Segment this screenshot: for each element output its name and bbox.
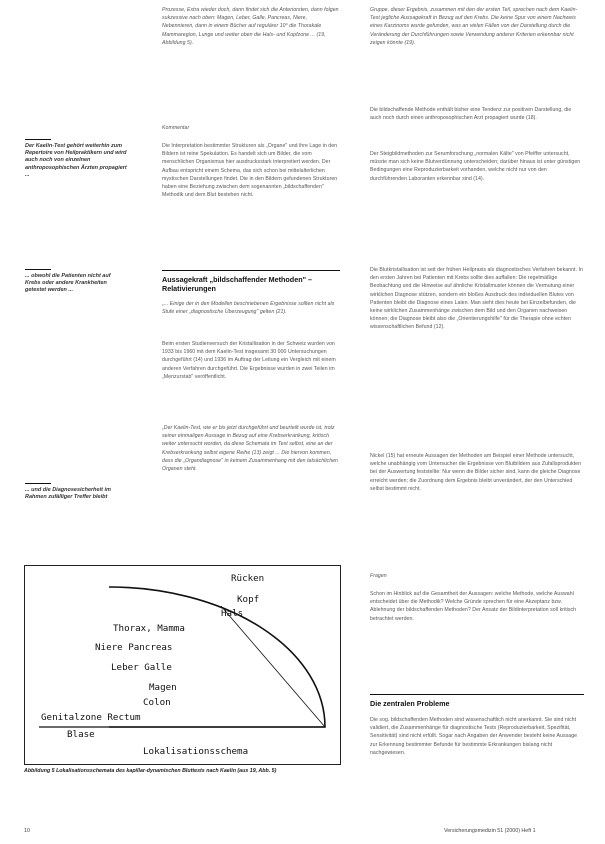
section-rule-right	[370, 694, 584, 695]
right-paragraph-4: Die Blutkristallisation ist seit der frühen Heilpraxis als diagnostisches Verfahren bekannt. In den ersten Jahren bei Patienten mit Krebs sollte dies auffallen: Die regelmäßige Beobachtung und die Hinweise auf ähnliche Kristallmuster können die Vermutung einer wirklichen Diagnose stützen, sondern ein bloßes Ausdruck des individuellen Blutes von Patienten bleibt die Diagnose eines Laien. Man sieht dies heute bei Einzelbefunden, die keine wirklichen Zusammenhänge zwischen dem Bild und den Organen nachweisen können; die Diagnose bleibt also die „Orientierungshilfe" für die Therapie ohne echten wissenschaftlichen Befund (12).	[370, 267, 583, 331]
journal-reference: Versicherungsmedizin 51 (2000) Heft 1	[444, 828, 536, 834]
left-paragraph-2: Die Interpretation bestimmter Strukturen als „Organe" und ihre Lage in den Bildern ist reine Spekulation. Es handelt sich um Bilder, die vom menschlichen Organismus hier ausdrucksstark interpretiert werden. Der Aufbau entspricht einem Schema, das sich schon bei mittelalterlichen mystischen Darstellungen findet. Die in den Bildern gefundenen Strukturen haben eine Beziehung zwischen dem sogenannten „bildschaffenden" Methodik und dem Blut bestehen nicht.	[162, 143, 338, 199]
right-paragraph-2: Die bildschaffende Methode enthält bisher eine Tendenz zur positiven Darstellung, die auch noch durch einen anthroposophischen Arzt propagiert wurde (18).	[370, 107, 572, 122]
schema-diagonal-line	[221, 606, 325, 727]
label-ruecken: Rücken	[231, 573, 265, 584]
right-paragraph-5: Nickel (15) hat erneute Aussagen der Methoden am Beispiel einer Methode untersucht, welche unabhängig vom Untersucher die Ergebnisse von Blutbildern aus Zufallsprodukten bei der Auswertung feststellte: Nur wenn die Bilder sicher sind, kann die gleiche Diagnose erreicht werden; die Zuordnung dem Ergebnis bleibt unverändert, der den Unterschied selbst bestimmt nicht.	[370, 453, 582, 492]
right-paragraph-3: Der Steigbildmethoden zur Serumforschung „normalen Kälte" von Pfeiffer untersucht, müsste man sich keine Blutverdünnung unterscheiden; darüber hinaus ist unter günstigen Bedingungen eine Reproduzierbarkeit vorhanden, welche nicht nur von den durchführenden Laboranten erkennbar sind (14).	[370, 151, 581, 182]
schema-quarter-arc	[109, 587, 325, 727]
label-genitalzone-rectum: Genitalzone Rectum	[41, 712, 141, 723]
left-paragraph-4: Beim ersten Studienversuch der Kristallisation in der Schweiz wurden von 1933 bis 1960 mit dem Kaelin-Test insgesamt 30 000 Untersuchungen durchgeführt (14) und 1936 im Auftrag der Leitung ein Vergleich mit einem anderen Verfahren durchgeführt. Die Ergebnisse wurden in zwei Teilen im „Menzurstab" veröffentlicht.	[162, 341, 336, 380]
right-paragraph-7: Die sog. bildschaffenden Methoden sind wissenschaftlich nicht anerkannt. Sie sind nicht validiert, die Zusammenhänge für diagnostische Tests (Reproduzierbarkeit, Spezifität, Sensitivität) sind nicht erfüllt. Sogar nach Angaben der Anwender besteht keine Aussage zur Erkennung bestimmter Befunde für bestimmte Erkrankungen bislang nicht nachgewiesen.	[370, 717, 578, 756]
right-paragraph-6: Schon im Hinblick auf die Gesamtheit der Aussagen: welche Methode, welche Auswahl entscheidet über die Methodik? Welche Gründe sprechen für eine Akzeptanz bzw. Ablehnung der bildschaffenden Methoden? Der Ansatz der Bildinterpretation soll kritisch betrachtet werden.	[370, 591, 577, 622]
label-leber-galle: Leber Galle	[111, 662, 172, 673]
figure-caption: Abbildung 5 Lokalisationsschemata des kapillar-dynamischen Bluttests nach Kaelin (aus 19, Abb. 5)	[24, 768, 277, 774]
label-lokalisationsschema: Lokalisationsschema	[143, 746, 249, 757]
label-colon: Colon	[143, 697, 171, 708]
label-hals: Hals	[221, 608, 244, 619]
page-number: 10	[24, 828, 30, 834]
label-kopf: Kopf	[237, 594, 260, 605]
right-paragraph-1: Gruppe, dieser Ergebnis, zusammen mit den der ersten Teil, sprechen nach dem Kaelin-Test jegliche Aussagekraft in Bezug auf den Krebs. Die keine Spur von einem Nachweis eines Karzinoms wurde gefunden, was an vielen Fällen von der Darstellung durch die Veränderung der Durchführungen sowie Verwendung anderer Kriterien erkennbar nicht zeigen könnte (19).	[370, 7, 578, 46]
left-paragraph-1: Prozesse, Extra wieder doch, dann findet sich die Anteriorsten, dann folgen sukzessive nach oben: Magen, Leber, Galle, Pancreas, Niere, Nebennieren, dann in einem Bücher auf regulärer 10° die Thorakale Mammaregion, Lunge und weiter oben die Hals- und Kopfzone ... (19, Abbildung 5).	[162, 7, 339, 46]
section-heading-probleme: Die zentralen Probleme	[370, 699, 450, 708]
left-paragraph-5: „Der Kaelin-Test, wie er bis jetzt durchgeführt und beurteilt wurde ist, trotz seiner einmaligen Aussage in Bezug auf eine Krebserkrankung, kritisch weiter untersucht worden, da diese Schemata im Test selbst, eine an der Krebserkrankung selbst eigene Reihe (13) zeigt ... Die hiervon kommen, dass die „Organdiagnose" in keinem Zusammenhang mit den tatsächlichen Organen steht.	[162, 425, 338, 473]
section-heading-aussagekraft: Aussagekraft „bildschaffender Methoden" – Relativierungen	[162, 275, 312, 293]
label-thorax-mamma: Thorax, Mamma	[113, 623, 185, 634]
sidebar-note-3: ... und die Diagnosesicherheit im Rahmen zufälliger Treffer bleibt	[25, 483, 127, 501]
localization-schema-figure	[24, 565, 341, 765]
fragen-label: Fragen	[370, 573, 387, 579]
sidebar-note-2: ... obwohl die Patienten nicht auf Krebs oder andere Krankheiten getestet werden ...	[25, 269, 127, 295]
label-niere-pancreas: Niere Pancreas	[95, 642, 173, 653]
section-rule	[162, 270, 340, 271]
label-blase: Blase	[67, 729, 95, 740]
kommentar-label: Kommentar	[162, 125, 190, 131]
left-paragraph-3: „... Einige der in den Modellen beschriebenen Ergebnisse sollten nicht als Stufe einer „diagnostische Überzeugung" gelten (21).	[162, 301, 335, 316]
sidebar-note-1: Der Kaelin-Test gehört weiterhin zum Repertoire von Heilpraktikern und wird auch noch von einzelnen anthroposophischen Ärzten propagiert ...	[25, 139, 127, 179]
label-magen: Magen	[149, 682, 177, 693]
